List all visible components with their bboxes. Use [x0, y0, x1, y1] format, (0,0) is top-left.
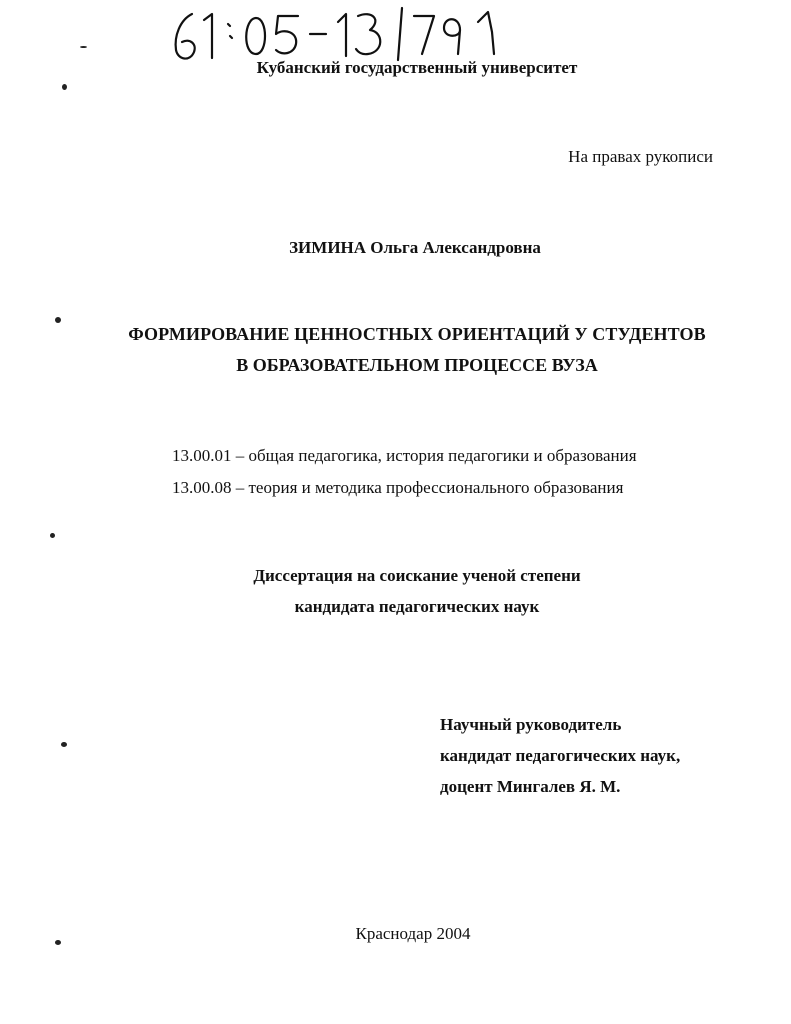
scan-speck [55, 940, 61, 945]
degree-statement-line-2: кандидата педагогических наук [294, 597, 540, 616]
dissertation-title-line-1: ФОРМИРОВАНИЕ ЦЕННОСТНЫХ ОРИЕНТАЦИЙ У СТУДЕНТОВ [128, 324, 706, 344]
scan-speck [80, 46, 87, 48]
advisor-label: Научный руководитель [440, 715, 622, 734]
dissertation-title-line-2: В ОБРАЗОВАТЕЛЬНОМ ПРОЦЕССЕ ВУЗА [236, 355, 598, 375]
city-and-year: Краснодар 2004 [355, 924, 471, 943]
degree-statement-line-1: Диссертация на соискание ученой степени [253, 566, 581, 585]
scan-speck [62, 84, 67, 90]
advisor-degree: кандидат педагогических наук, [440, 746, 681, 765]
specialty-code-1: 13.00.01 – общая педагогика, история педагогики и образования [172, 446, 637, 465]
advisor-name: доцент Мингалев Я. М. [440, 777, 621, 796]
specialty-code-2: 13.00.08 – теория и методика профессионального образования [172, 478, 624, 497]
scan-speck [61, 742, 67, 747]
university-name: Кубанский государственный университет [256, 58, 578, 77]
scan-speck [50, 533, 55, 538]
author-name: ЗИМИНА Ольга Александровна [289, 238, 541, 257]
scan-speck [55, 317, 61, 323]
manuscript-rights-note: На правах рукописи [568, 147, 713, 166]
